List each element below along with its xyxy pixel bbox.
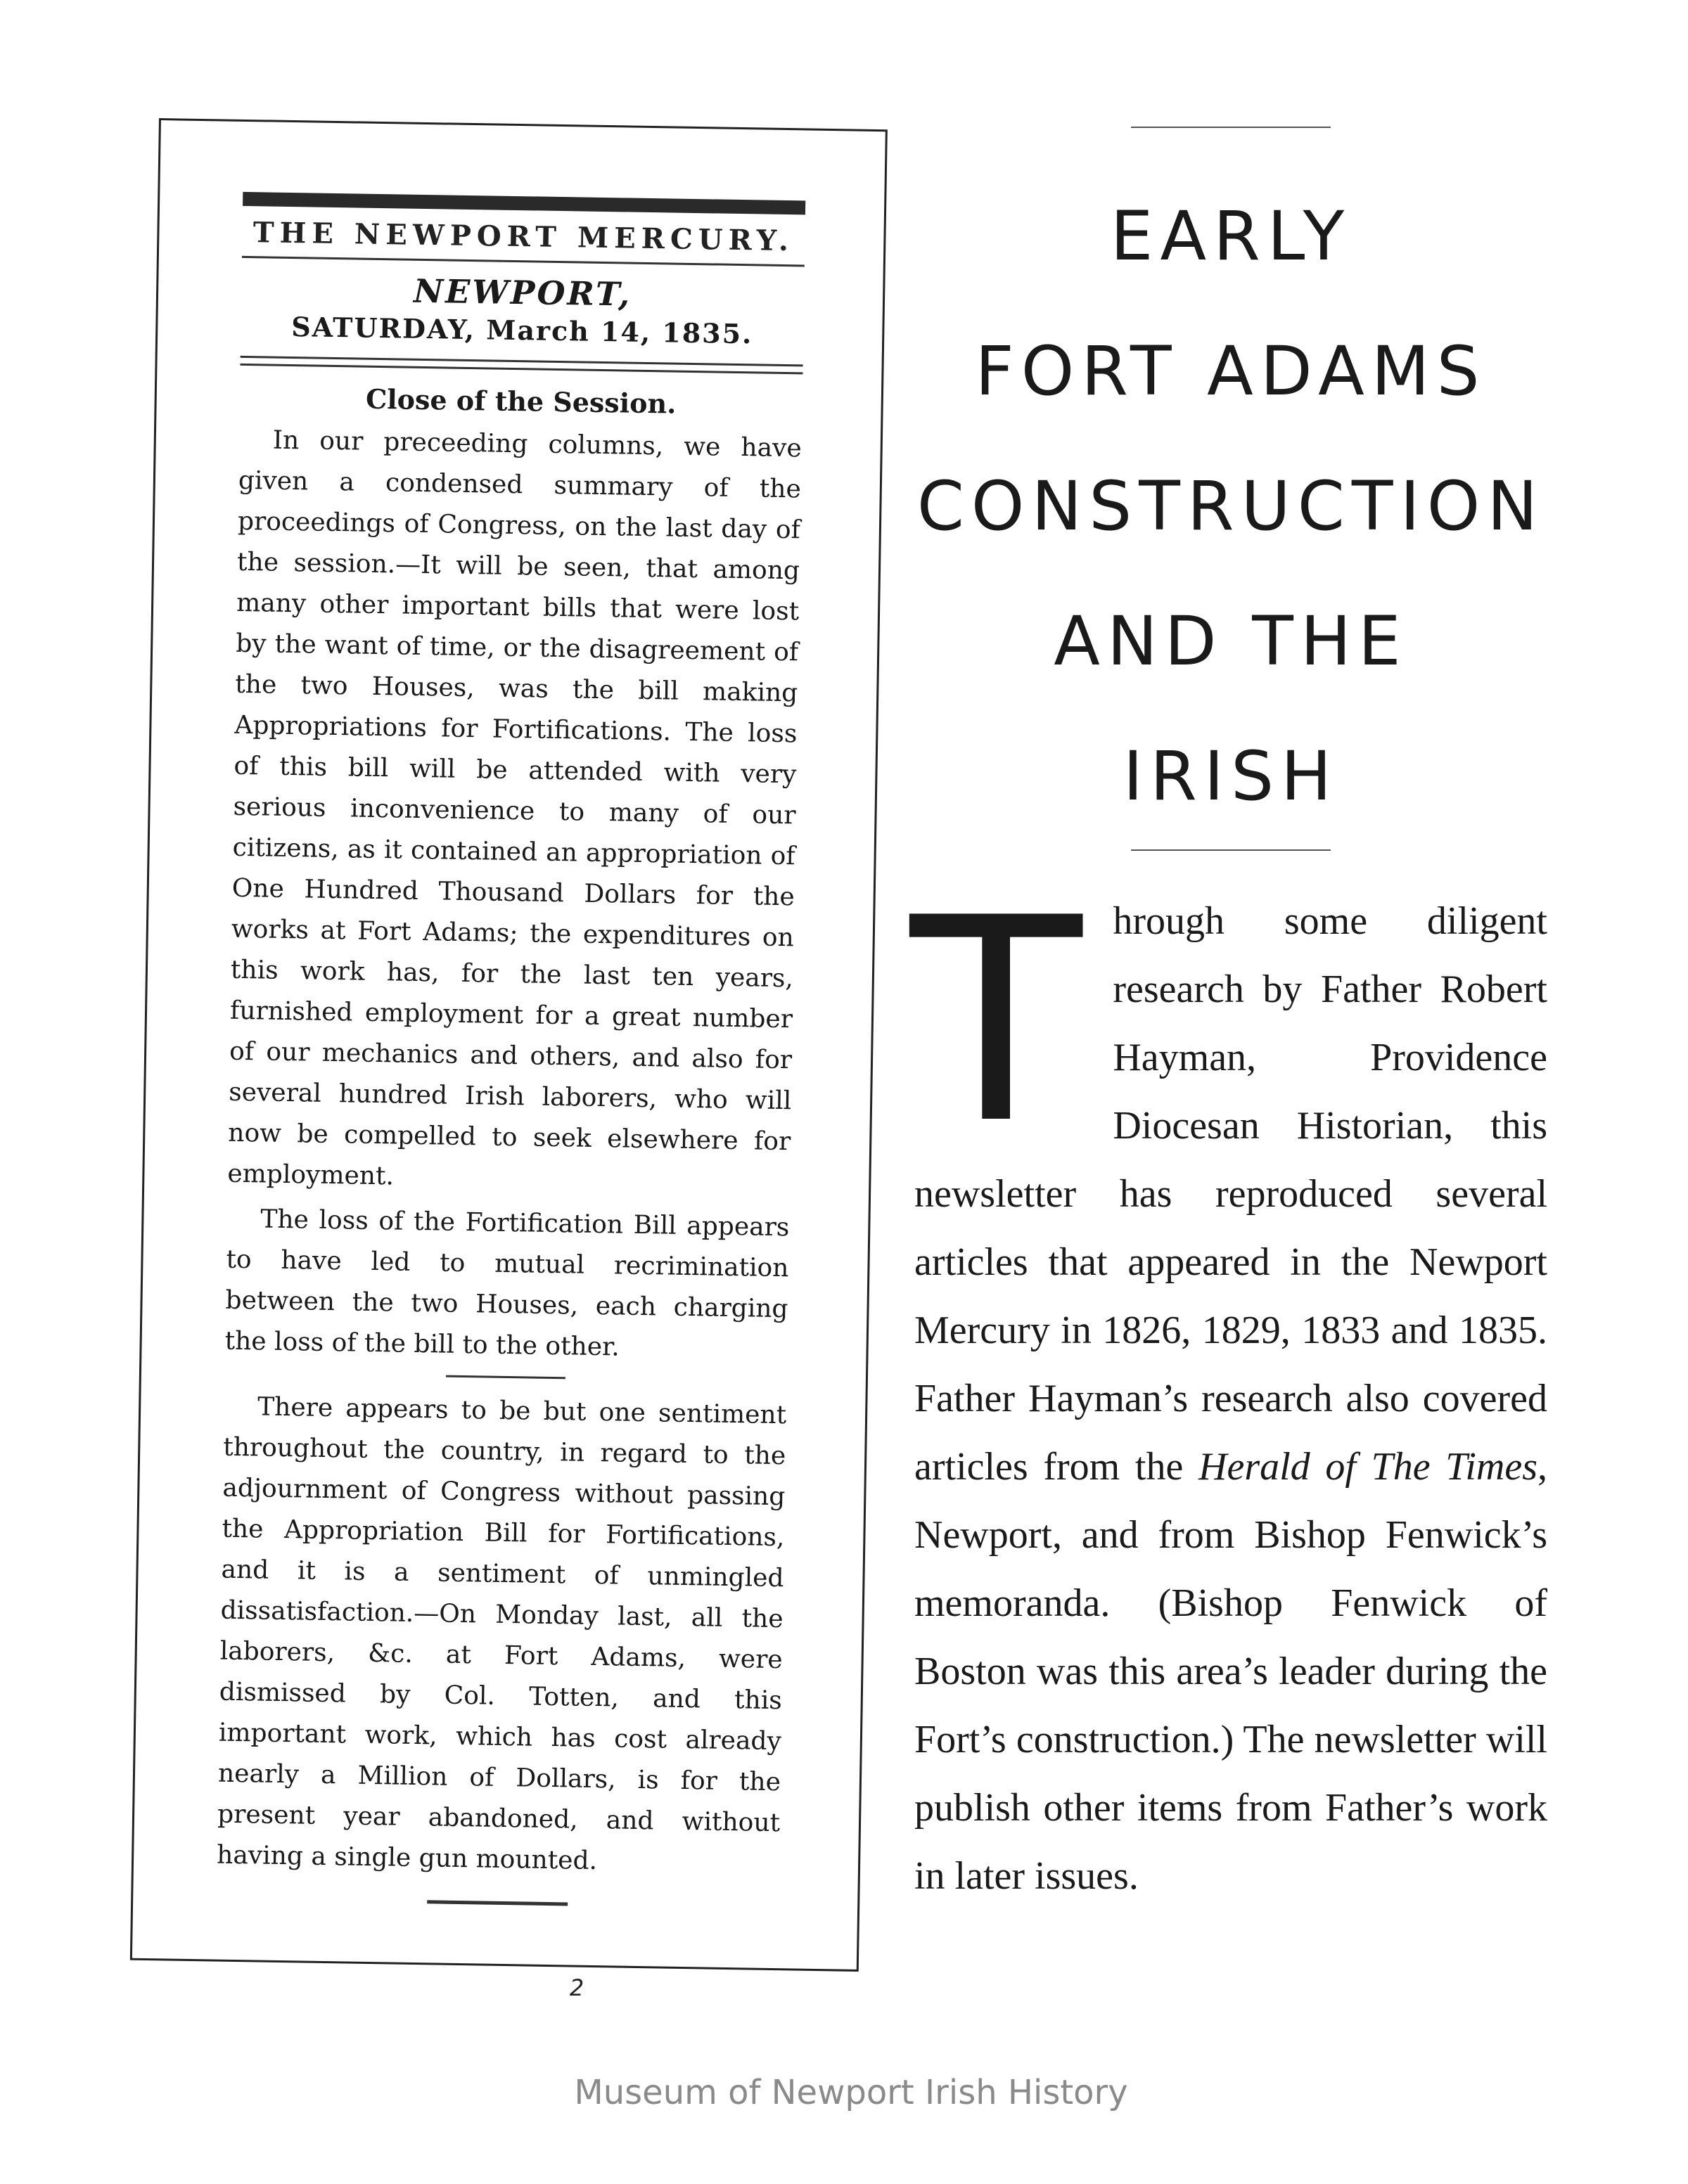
title-line-4: AND THE [1054, 602, 1408, 681]
newspaper-masthead: THE NEWPORT MERCURY. [242, 216, 805, 267]
body-text-end: , Newport, and from Bishop Fenwick’s memoranda. (Bishop Fenwick of Boston was this area’s leader during the Fort’s construction.) The newsletter will publish other items from Father’s work in later issues. [914, 1445, 1547, 1898]
publication-title: Herald of The Times [1198, 1445, 1537, 1489]
title-bottom-rule [1131, 849, 1331, 851]
article-paragraph-3: There appears to be but one sentiment throughout the country, in regard to the adjournment of Congress without passing the Appropriation Bill for Fortifications, and it is a sentiment of unmingled dissatisfaction.—On Monday last, all the laborers, &c. at Fort Adams, were dismissed by Col. Totten, and this important work, which has cost already nearly a Million of Dollars, is for the present year abandoned, and without having a single gun mounted. [216, 1392, 787, 1876]
article-paragraph-2: The loss of the Fortification Bill appears to have led to mutual recrimination between the two Houses, each charging the loss of the bill to the other. [224, 1205, 790, 1362]
title-line-1: EARLY [1110, 197, 1352, 276]
article-paragraph-1: In our preceeding columns, we have given a condensed summary of the proceedings of Congress, on the last day of the session.—It will be seen, that among many other important bills that were lost by the want of time, or the disagreement of the two Houses, was the bill making Appropriations for Fortifications. The loss of this bill will be attended with very serious inconvenience to many of our citizens, as it contained an appropriation of One Hundred Thousand Dollars for the works at Fort Adams; the expenditures on this work has, for the last ten years, furnished employment for a great number of our mechanics and others, and also for several hundred Irish laborers, who will now be compelled to seek elsewhere for employment. [227, 425, 803, 1191]
body-text-start: hrough some diligent research by Father Robert Hayman, Providence Diocesan Historian, this newsletter has reproduced several articles that appeared in the Newport Mercury in 1826, 1829, 1833 and 1835. Father Hayman’s research also covered articles from the [914, 899, 1547, 1489]
title-top-rule [1131, 127, 1331, 128]
masthead-rule [243, 192, 805, 215]
paragraph-separator [446, 1375, 565, 1380]
drop-cap: T [910, 859, 1082, 1186]
article-end-rule [427, 1900, 568, 1906]
article-title: Close of the Session. [365, 383, 677, 420]
newspaper-clipping [130, 118, 888, 1972]
article-body [910, 859, 1547, 1910]
double-rule-divider [240, 356, 803, 375]
dateline-city: NEWPORT, [413, 271, 632, 314]
title-line-5: IRISH [1123, 737, 1339, 816]
dateline-date: SATURDAY, March 14, 1835. [290, 310, 753, 350]
title-line-3: CONSTRUCTION [916, 467, 1545, 546]
clipping-content [216, 192, 805, 1909]
page-title [893, 169, 1568, 844]
page-number: 2 [569, 1974, 584, 2001]
footer-organization: Museum of Newport Irish History [574, 2073, 1128, 2112]
title-line-2: FORT ADAMS [975, 332, 1487, 411]
